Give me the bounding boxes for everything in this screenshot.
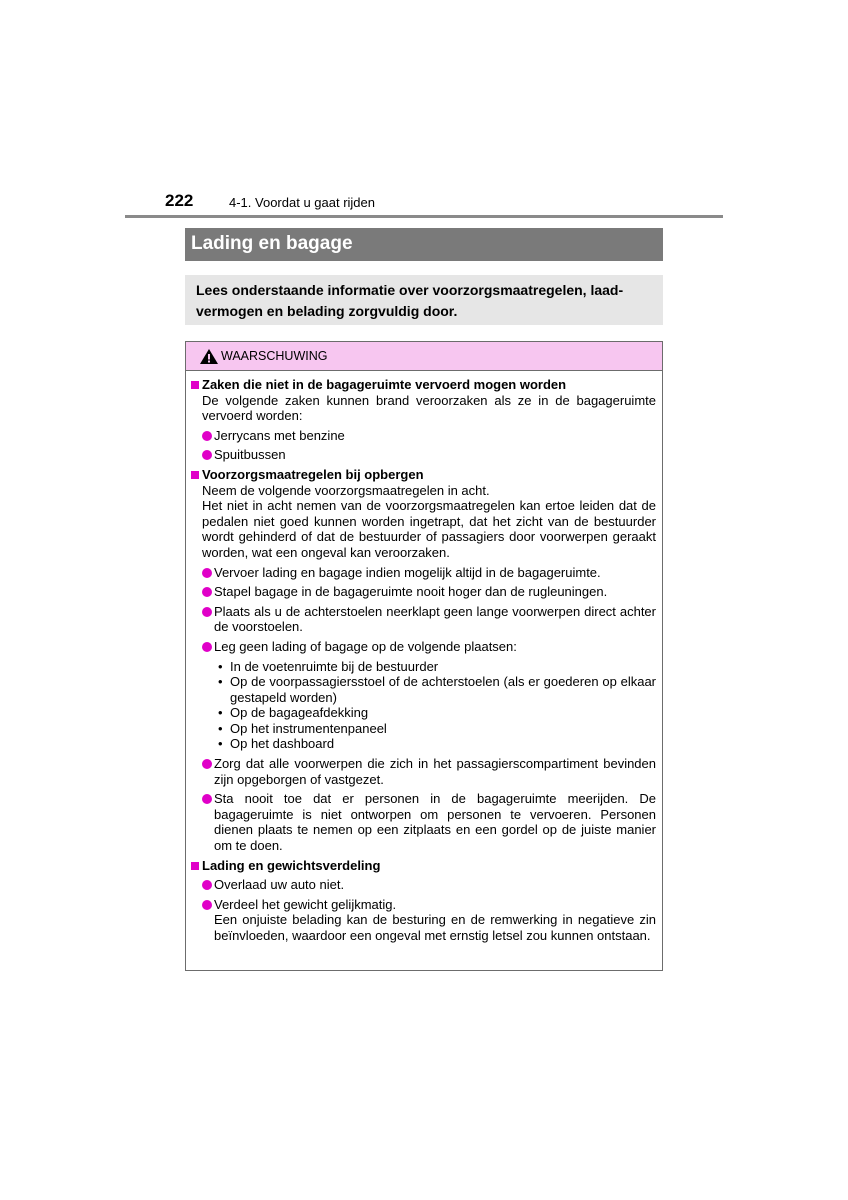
sub-list-item <box>218 659 656 675</box>
list-item <box>202 428 656 444</box>
small-bullet-icon: • <box>218 720 223 736</box>
small-bullet-icon: • <box>218 736 223 752</box>
warning-box <box>185 341 663 971</box>
list-item <box>202 639 656 655</box>
small-bullet-icon: • <box>218 705 223 721</box>
list-item-text: Leg geen lading of bagage op de volgende plaatsen: <box>214 638 517 654</box>
sub-list-item-text: Op het dashboard <box>230 736 335 752</box>
list-item-text: Stapel bagage in de bagageruimte nooit hoger dan de rugleuningen. <box>214 584 608 600</box>
list-item <box>202 584 656 600</box>
section-reference: 4-1. Voordat u gaat rijden <box>229 195 375 210</box>
page-number: 222 <box>165 191 194 210</box>
round-bullet-icon <box>202 642 212 652</box>
section-heading-text: Zaken die niet in de bagageruimte vervoerd mogen worden <box>202 377 567 392</box>
list-item <box>202 565 656 581</box>
sub-list-item <box>218 705 656 721</box>
round-bullet-icon <box>202 880 212 890</box>
round-bullet-icon <box>202 568 212 578</box>
round-bullet-icon <box>202 431 212 441</box>
section-text: Het niet in acht nemen van de voorzorgsmaatregelen kan ertoe leiden dat de pedalen niet goed kunnen worden ingetrapt, dat het zicht van de bestuurder wordt gehinderd of dat de bestuurder of passagiers door voorwerpen geraakt worden, wat een ongeval kan veroorzaken. <box>202 498 656 560</box>
warning-header <box>186 342 662 371</box>
list-item-text: Zorg dat alle voorwerpen die zich in het passagierscompartiment bevinden zijn opgeborgen of vastgezet. <box>214 756 656 787</box>
warning-body <box>186 371 662 944</box>
square-bullet-icon <box>191 862 199 870</box>
page-title: Lading en bagage <box>185 228 663 261</box>
list-item-text: Jerrycans met benzine <box>214 427 345 443</box>
section-heading-text: Voorzorgsmaatregelen bij opbergen <box>202 466 424 482</box>
list-item <box>202 447 656 463</box>
round-bullet-icon <box>202 900 212 910</box>
square-bullet-icon <box>191 471 199 479</box>
section-heading <box>190 377 656 393</box>
sub-list-item-text: Op de bagageafdekking <box>230 705 369 721</box>
small-bullet-icon: • <box>218 658 223 674</box>
warning-triangle-icon <box>199 348 219 365</box>
section-heading <box>190 858 656 874</box>
list-item-text: Vervoer lading en bagage indien mogelijk altijd in de bagageruimte. <box>214 564 601 580</box>
list-item <box>202 791 656 853</box>
header-divider <box>125 215 723 218</box>
sub-list-item-text: Op het instrumentenpaneel <box>230 720 387 736</box>
section-text: De volgende zaken kunnen brand veroorzaken als ze in de bagageruimte vervoerd worden: <box>202 392 656 424</box>
sub-list-item <box>218 674 656 705</box>
list-item-text: Sta nooit toe dat er personen in de bagageruimte meerijden. De bagageruimte is niet ontworpen om personen te vervoeren. Personen dienen plaats te nemen op een zitplaats en een gordel op de juiste manier om te doen. <box>214 791 656 854</box>
section-heading <box>190 467 656 483</box>
round-bullet-icon <box>202 759 212 769</box>
round-bullet-icon <box>202 587 212 597</box>
intro-box <box>185 275 663 325</box>
list-item <box>202 877 656 893</box>
list-item-text: Overlaad uw auto niet. <box>214 877 345 893</box>
round-bullet-icon <box>202 794 212 804</box>
round-bullet-icon <box>202 607 212 617</box>
sub-list-item-text: In de voetenruimte bij de bestuurder <box>230 658 439 674</box>
section-text: Neem de volgende voorzorgsmaatregelen in acht. <box>202 482 490 498</box>
section-heading-text: Lading en gewichtsverdeling <box>202 857 381 873</box>
list-item-text: Verdeel het gewicht gelijkmatig. <box>214 896 397 912</box>
small-bullet-icon: • <box>218 674 223 690</box>
list-item-content <box>214 897 656 944</box>
list-item <box>202 756 656 787</box>
intro-text: Lees onderstaande informatie over voorzorgsmaatregelen, laad-vermogen en belading zorgvuldig door. <box>196 282 624 319</box>
sub-list-item <box>218 736 656 752</box>
warning-label: WAARSCHUWING <box>221 349 328 363</box>
square-bullet-icon <box>191 381 199 389</box>
list-item-detail: Een onjuiste belading kan de besturing en de remwerking in negatieve zin beïnvloeden, waardoor een ongeval met ernstig letsel zou kunnen ontstaan. <box>214 912 656 943</box>
list-item <box>202 897 656 944</box>
list-item-text: Plaats als u de achterstoelen neerklapt geen lange voorwerpen direct achter de voorstoelen. <box>214 603 656 635</box>
round-bullet-icon <box>202 450 212 460</box>
sub-list-item-text: Op de voorpassagiersstoel of de achterstoelen (als er goederen op elkaar gestapeld worden) <box>230 674 656 705</box>
sub-list-item <box>218 721 656 737</box>
list-item <box>202 604 656 635</box>
list-item-text: Spuitbussen <box>214 447 286 463</box>
